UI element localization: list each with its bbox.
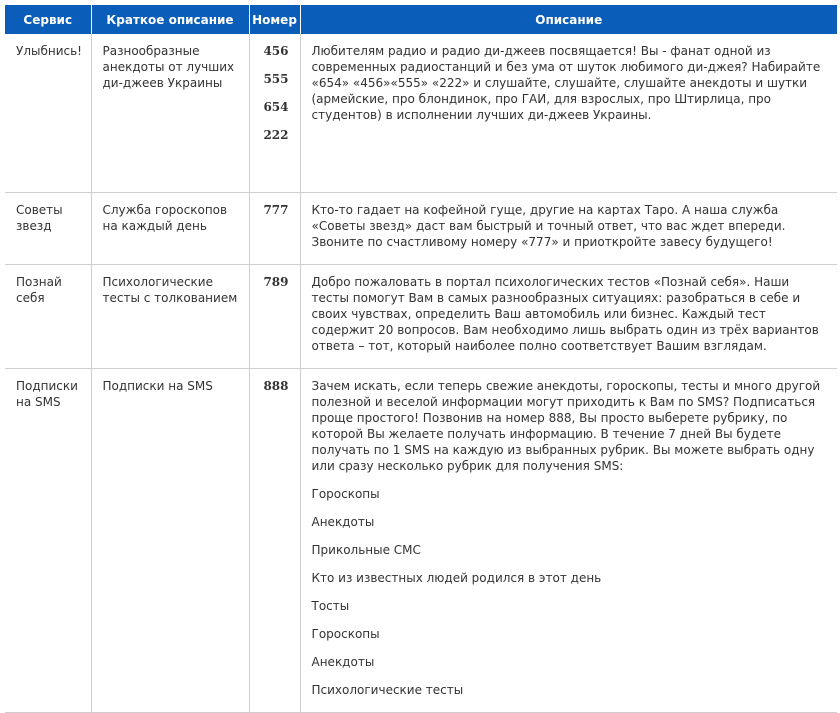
description-text: Любителям радио и радио ди-джеев посвящается! Вы - фанат одной из современных радиостанций и без ума от шуток любимого ди-джея? Набирайте «654» «456»«555» «222» и слушайте, слушайте, слушайте анекдоты и шутки (армейские, про блондинок, про ГАИ, для взрослых, про Штирлица, про студентов) в исполнении лучших ди-джеев Украины.	[311, 44, 821, 122]
number-cell	[249, 264, 300, 368]
header-description: Описание	[300, 5, 837, 34]
service-number: 888	[263, 378, 289, 393]
service-number: 777	[263, 202, 289, 217]
list-item: Гороскопы	[311, 486, 380, 501]
table-row	[5, 192, 837, 264]
service-number: 789	[263, 274, 289, 289]
service-number: 456	[263, 44, 289, 58]
header-short-description: Краткое описание	[91, 5, 249, 34]
service-number: 555	[263, 72, 289, 86]
service-name: Подписки на SMS	[5, 368, 91, 712]
list-item: Анекдоты	[311, 654, 375, 669]
description-text: Зачем искать, если теперь свежие анекдоты, гороскопы, тесты и много другой полезной и веселой информации могут приходить к Вам по SMS? Подписаться проще простого! Позвонив на номер 888, Вы просто выберете рубрику, по которой Вы желаете получать информацию. В течение 7 дней Вы будете получать по 1 SMS на каждую из выбранных рубрик. Вы можете выбрать одну или сразу несколько рубрик для получения SMS:	[311, 378, 821, 473]
list-item: Психологические тесты	[311, 682, 464, 697]
short-description: Разнообразные анекдоты от лучших ди-джеев Украины	[91, 34, 249, 192]
header-service: Сервис	[5, 5, 91, 34]
service-name: Улыбнись!	[5, 34, 91, 192]
number-cell	[249, 192, 300, 264]
description-text: Добро пожаловать в портал психологических тестов «Познай себя». Наши тесты помогут Вам в самых разнообразных ситуациях: разобраться в себе и своих чувствах, определить Ваш автомобиль или бизнес. Каждый тест содержит 20 вопросов. Вам необходимо лишь выбрать один из трёх вариантов ответа – тот, который наиболее полно соответствует Вашим взглядам.	[311, 274, 819, 353]
table-row	[5, 264, 837, 368]
service-name: Познай себя	[5, 264, 91, 368]
header-number: Номер	[249, 5, 300, 34]
number-cell	[249, 34, 300, 192]
service-number: 222	[263, 128, 289, 142]
short-description: Подписки на SMS	[91, 368, 249, 712]
list-item: Гороскопы	[311, 626, 380, 641]
short-description: Служба гороскопов на каждый день	[91, 192, 249, 264]
service-description	[300, 192, 837, 264]
sms-category-list	[312, 486, 827, 698]
table-header-row	[5, 5, 837, 34]
service-description	[300, 368, 837, 712]
list-item: Кто из известных людей родился в этот день	[311, 570, 602, 585]
short-description: Психологические тесты с толкованием	[91, 264, 249, 368]
list-item: Прикольные СМС	[311, 542, 421, 557]
table-row	[5, 34, 837, 192]
service-name: Советы звезд	[5, 192, 91, 264]
list-item: Тосты	[311, 598, 350, 613]
number-cell	[249, 368, 300, 712]
list-item: Анекдоты	[311, 514, 375, 529]
service-number: 654	[263, 100, 289, 114]
services-table	[5, 5, 837, 713]
description-text: Кто-то гадает на кофейной гуще, другие на картах Таро. А наша служба «Советы звезд» даст вам быстрый и точный ответ, что вас ждет впереди. Звоните по счастливому номеру «777» и приоткройте завесу будущего!	[311, 202, 786, 249]
service-description	[300, 264, 837, 368]
table-row	[5, 368, 837, 712]
service-description	[300, 34, 837, 192]
